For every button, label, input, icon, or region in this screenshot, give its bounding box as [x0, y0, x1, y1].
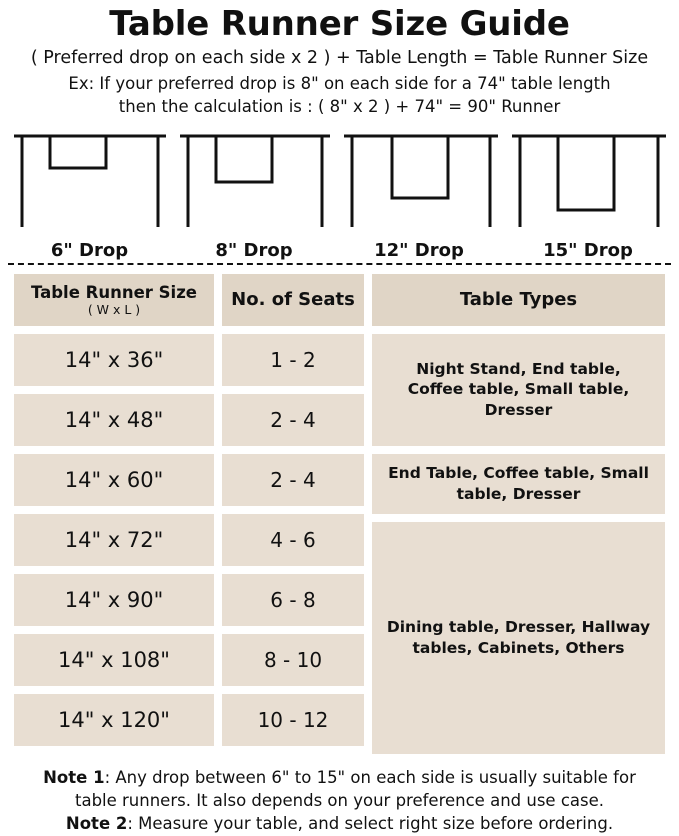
column-header-types-label: Table Types — [459, 289, 578, 311]
table-figure-4 — [512, 136, 666, 227]
page-title: Table Runner Size Guide — [109, 4, 570, 44]
table-row: Dining table, Dresser, Hallway tables, Cabinets, Others — [372, 522, 665, 754]
note-2-line — [12, 812, 667, 835]
drop-label-12: 12" Drop — [374, 239, 464, 261]
table-row: 14" x 90" — [14, 574, 214, 626]
drop-diagram — [6, 127, 673, 259]
example-block — [6, 73, 673, 119]
note-1-line-2: table runners. It also depends on your preference and use case. — [74, 790, 604, 810]
formula-line: ( Preferred drop on each side x 2 ) + Table Length = Table Runner Size — [30, 48, 649, 69]
table-row: 4 - 6 — [222, 514, 364, 566]
note-1-line-1 — [12, 766, 667, 789]
note-1-label: Note 1 — [43, 767, 105, 787]
size-table — [6, 274, 673, 762]
size-guide-page — [0, 6, 679, 832]
notes-section — [6, 766, 673, 836]
note-2-text: : Measure your table, and select right size before ordering. — [127, 814, 614, 834]
table-row: 14" x 60" — [14, 454, 214, 506]
table-row: 6 - 8 — [222, 574, 364, 626]
column-header-size — [14, 274, 214, 326]
table-row: 1 - 2 — [222, 334, 364, 386]
table-figure-2 — [180, 136, 330, 227]
table-figure-3 — [344, 136, 498, 227]
column-types — [372, 274, 665, 762]
column-size — [14, 274, 214, 762]
table-row: 10 - 12 — [222, 694, 364, 746]
table-row: Night Stand, End table, Coffee table, Small table, Dresser — [372, 334, 665, 446]
drop-label-6: 6" Drop — [50, 239, 129, 261]
note-2-label: Note 2 — [65, 814, 128, 834]
drop-labels — [6, 240, 673, 261]
column-header-size-main: Table Runner Size — [30, 282, 197, 302]
table-row: 14" x 72" — [14, 514, 214, 566]
drop-label-8: 8" Drop — [215, 239, 293, 261]
table-row: 14" x 36" — [14, 334, 214, 386]
table-figure-1 — [14, 136, 166, 227]
table-row: 8 - 10 — [222, 634, 364, 686]
column-header-seats-label: No. of Seats — [231, 289, 355, 311]
table-row: 2 - 4 — [222, 394, 364, 446]
note-1-text-1: : Any drop between 6" to 15" on each side is usually suitable for — [104, 767, 636, 787]
table-row: 14" x 108" — [14, 634, 214, 686]
drop-diagram-svg — [6, 127, 673, 239]
divider — [8, 263, 671, 265]
table-row: 14" x 48" — [14, 394, 214, 446]
column-header-size-sub: ( W x L ) — [87, 301, 141, 317]
example-line-2: then the calculation is : ( 8" x 2 ) + 74" = 90" Runner — [118, 96, 561, 116]
example-line-1: Ex: If your preferred drop is 8" on each side for a 74" table length — [68, 74, 611, 94]
table-row: 2 - 4 — [222, 454, 364, 506]
table-row: End Table, Coffee table, Small table, Dresser — [372, 454, 665, 514]
column-header-types — [372, 274, 665, 326]
table-row: 14" x 120" — [14, 694, 214, 746]
column-seats — [222, 274, 364, 762]
drop-label-15: 15" Drop — [543, 239, 633, 261]
column-header-seats — [222, 274, 364, 326]
